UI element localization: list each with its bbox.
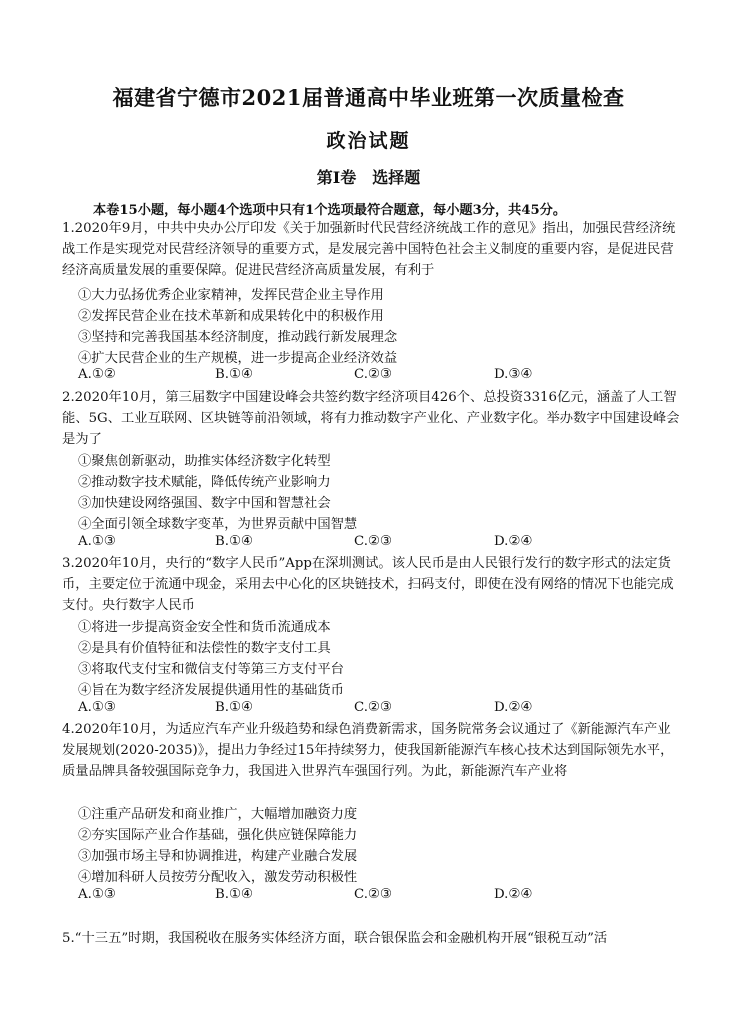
exam-title: 福建省宁德市2021届普通高中毕业班第一次质量检查	[112, 85, 625, 110]
question-2-option-1: ①聚焦创新驱动，助推实体经济数字化转型	[78, 454, 331, 469]
section-instructions: 本卷15小题，每小题4个选项中只有1个选项最符合题意，每小题3分，共45分。	[93, 203, 567, 218]
question-2-choice-c: C.②③	[354, 534, 392, 549]
question-4-choice-c: C.②③	[354, 887, 392, 902]
question-2-choices	[78, 534, 698, 555]
question-3-choice-a: A.①③	[78, 700, 116, 715]
question-1-choice-b: B.①④	[215, 367, 253, 382]
question-4-option-4: ④增加科研人员按劳分配收入，激发劳动积极性	[78, 870, 358, 885]
question-2-option-2: ②推动数字技术赋能，降低传统产业影响力	[78, 475, 331, 490]
question-1-choice-d: D.③④	[494, 367, 533, 382]
question-3-option-4: ④旨在为数字经济发展提供通用性的基础货币	[78, 683, 344, 698]
exam-subtitle: 政治试题	[326, 130, 411, 152]
question-4-stem: 4.2020年10月，为适应汽车产业升级趋势和绿色消费新需求，国务院常务会议通过了《新能源汽车产业发展规划(2020-2035)》，提出力争经过15年持续努力，使我国新能源汽车核心技术达到国际领先水平，质量品牌具备较强国际竞争力，我国进入世界汽车强国行列。为此，新能源汽车产业将	[62, 722, 674, 779]
question-4-choice-b: B.①④	[215, 887, 253, 902]
question-3-choice-d: D.②④	[494, 700, 533, 715]
question-3-choice-c: C.②③	[354, 700, 392, 715]
question-2-stem: 2.2020年10月，第三届数字中国建设峰会共签约数字经济项目426个、总投资3316亿元，涵盖了人工智能、5G、工业互联网、区块链等前沿领域，将有力推动数字产业化、产业数字化。举办数字中国建设峰会是为了	[62, 390, 680, 447]
question-3-option-3: ③将取代支付宝和微信支付等第三方支付平台	[78, 662, 344, 677]
question-1-choice-a: A.①②	[78, 367, 116, 382]
question-1-choices	[78, 367, 698, 388]
question-4-option-3: ③加强市场主导和协调推进，构建产业融合发展	[78, 849, 358, 864]
question-3-option-2: ②是具有价值特征和法偿性的数字支付工具	[78, 641, 331, 656]
question-1-option-3: ③坚持和完善我国基本经济制度，推动践行新发展理念	[78, 330, 398, 345]
question-2-choice-b: B.①④	[215, 534, 253, 549]
question-3-choice-b: B.①④	[215, 700, 253, 715]
question-1-stem: 1.2020年9月，中共中央办公厅印发《关于加强新时代民营经济统战工作的意见》指出，加强民营经济统战工作是实现党对民营经济领导的重要方式，是发展完善中国特色社会主义制度的重要内容，是促进民营经济高质量发展的重要保障。促进民营经济高质量发展，有利于	[62, 221, 676, 278]
question-5-stem: 5.“十三五”时期，我国税收在服务实体经济方面，联合银保监会和金融机构开展“银税互动”活	[62, 931, 608, 946]
question-4-option-1: ①注重产品研发和商业推广，大幅增加融资力度	[78, 807, 358, 822]
question-2-choice-d: D.②④	[494, 534, 533, 549]
question-2-choice-a: A.①③	[78, 534, 116, 549]
question-4-choice-d: D.②④	[494, 887, 533, 902]
question-1-option-4: ④扩大民营企业的生产规模，进一步提高企业经济效益	[78, 351, 398, 366]
question-4-choices	[78, 887, 698, 908]
question-3-stem: 3.2020年10月，央行的“数字人民币”App在深圳测试。该人民币是由人民银行发行的数字形式的法定货币，主要定位于流通中现金，采用去中心化的区块链技术，扫码支付，即使在没有网络的情况下也能完成支付。央行数字人民币	[62, 556, 674, 613]
question-3-option-1: ①将进一步提高资金安全性和货币流通成本	[78, 620, 331, 635]
question-1-choice-c: C.②③	[354, 367, 392, 382]
question-4-choice-a: A.①③	[78, 887, 116, 902]
section-heading: 第Ⅰ卷 选择题	[316, 168, 421, 187]
question-2-option-3: ③加快建设网络强国、数字中国和智慧社会	[78, 496, 331, 511]
question-4-option-2: ②夯实国际产业合作基础，强化供应链保障能力	[78, 828, 358, 843]
question-2-option-4: ④全面引领全球数字变革，为世界贡献中国智慧	[78, 517, 358, 532]
question-3-choices	[78, 700, 698, 721]
question-1-option-1: ①大力弘扬优秀企业家精神，发挥民营企业主导作用	[78, 288, 384, 303]
question-1-option-2: ②发挥民营企业在技术革新和成果转化中的积极作用	[78, 309, 384, 324]
